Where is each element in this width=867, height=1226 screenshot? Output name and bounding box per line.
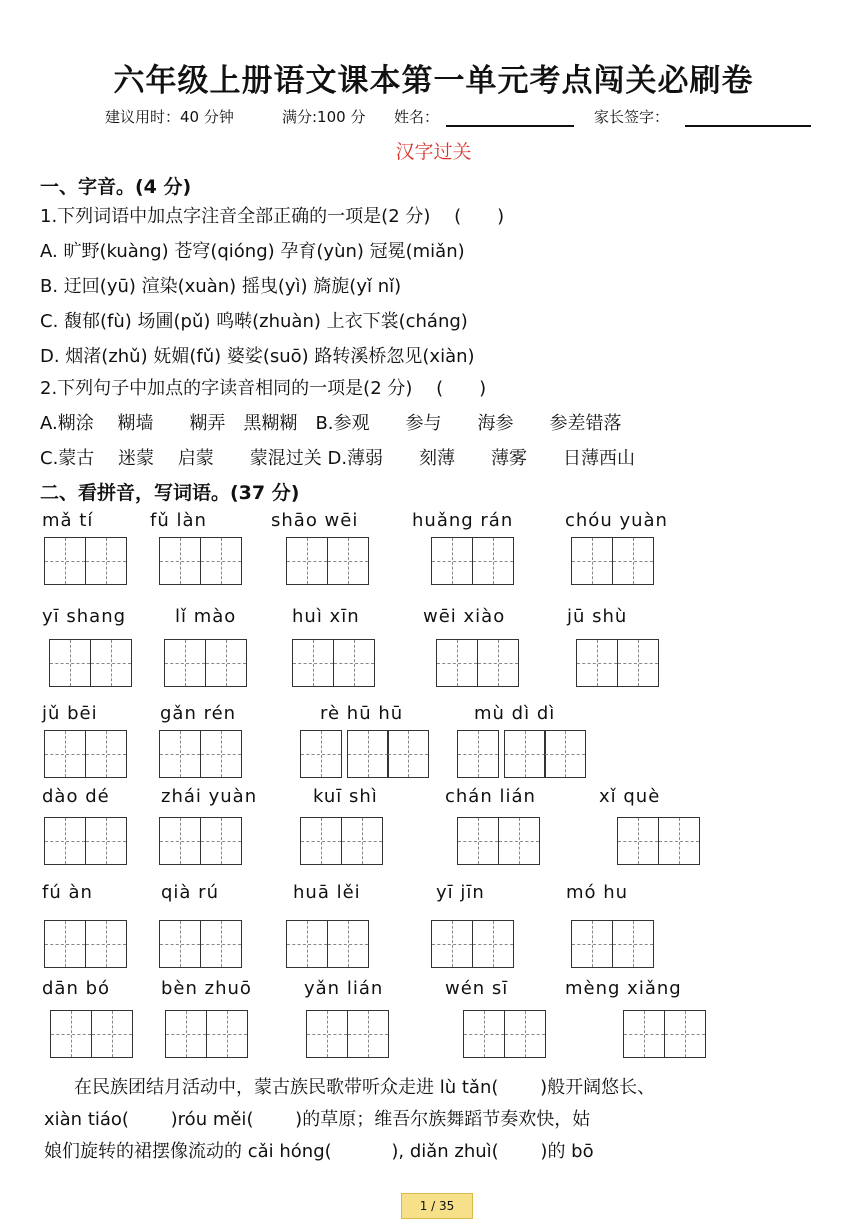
pinyin-label: chóu yuàn	[565, 510, 668, 531]
pinyin-label: huǎng rán	[412, 510, 514, 531]
pinyin-label: wēi xiào	[423, 606, 506, 627]
writing-grid[interactable]	[431, 537, 514, 585]
q2-options-row1: A.糊涂 糊墙 糊弄 黑糊糊 B.参观 参与 海参 参差错落	[40, 413, 622, 434]
pinyin-label: wén sī	[445, 978, 509, 999]
pinyin-label: qià rú	[161, 882, 219, 903]
passage-line: 娘们旋转的裙摆像流动的 cǎi hóng( ), diǎn zhuì( )的 bō	[44, 1141, 594, 1162]
full-score: 满分:100 分	[282, 108, 366, 126]
writing-grid[interactable]	[306, 1010, 389, 1058]
writing-grid[interactable]	[571, 537, 654, 585]
pinyin-label: mó hu	[566, 882, 629, 903]
pinyin-label: gǎn rén	[160, 703, 237, 724]
pinyin-label: yī jīn	[436, 882, 485, 903]
q2-options-row2: C.蒙古 迷蒙 启蒙 蒙混过关 D.薄弱 刻薄 薄雾 日薄西山	[40, 448, 636, 469]
writing-grid[interactable]	[159, 817, 242, 865]
section2-heading: 二、看拼音，写词语。(37 分)	[40, 482, 300, 504]
writing-grid[interactable]	[159, 920, 242, 968]
pinyin-label: yǎn lián	[304, 978, 384, 999]
writing-grid[interactable]	[571, 920, 654, 968]
section1-heading: 一、字音。(4 分)	[40, 176, 192, 198]
suggested-time: 建议用时：40 分钟	[105, 108, 234, 126]
question-1: 1.下列词语中加点字注音全部正确的一项是(2 分) ( )	[40, 206, 505, 227]
writing-grid[interactable]	[576, 639, 659, 687]
writing-grid[interactable]	[164, 639, 247, 687]
writing-grid[interactable]	[44, 730, 127, 778]
writing-grid[interactable]	[44, 817, 127, 865]
writing-grid[interactable]	[431, 920, 514, 968]
q1-option-b: B. 迂回(yū) 渲染(xuàn) 摇曳(yì) 旖旎(yǐ nǐ)	[40, 276, 402, 297]
writing-grid[interactable]	[286, 920, 369, 968]
pinyin-label: jū shù	[567, 606, 628, 627]
pinyin-label: rè hū hū	[320, 703, 404, 724]
name-label: 姓名：	[394, 108, 440, 126]
pinyin-label: xǐ què	[599, 786, 661, 807]
writing-grid[interactable]	[159, 730, 242, 778]
q1-option-d: D. 烟渚(zhǔ) 妩媚(fǔ) 婆娑(suō) 路转溪桥忽见(xiàn)	[40, 346, 475, 367]
section-subtitle: 汉字过关	[395, 141, 472, 163]
writing-grid[interactable]	[300, 817, 383, 865]
pinyin-label: dào dé	[42, 786, 110, 807]
pinyin-label: mù dì dì	[474, 703, 556, 724]
pinyin-label: shāo wēi	[271, 510, 359, 531]
pinyin-label: mèng xiǎng	[565, 978, 682, 999]
pinyin-label: dān bó	[42, 978, 111, 999]
q1-option-a: A. 旷野(kuàng) 苍穹(qióng) 孕育(yùn) 冠冕(miǎn)	[40, 241, 465, 262]
pinyin-label: kuī shì	[313, 786, 378, 807]
writing-grid[interactable]	[617, 817, 700, 865]
writing-grid[interactable]	[286, 537, 369, 585]
writing-grid[interactable]	[165, 1010, 248, 1058]
writing-grid[interactable]	[50, 1010, 133, 1058]
passage-line: 在民族团结月活动中，蒙古族民歌带听众走进 lù tǎn( )般开阔悠长、	[74, 1077, 656, 1098]
writing-grid[interactable]	[457, 817, 540, 865]
pinyin-label: huì xīn	[292, 606, 360, 627]
page-title: 六年级上册语文课本第一单元考点闯关必刷卷	[113, 63, 754, 99]
pinyin-label: yī shang	[42, 606, 127, 627]
pinyin-label: zhái yuàn	[161, 786, 258, 807]
pinyin-label: jǔ bēi	[42, 703, 98, 724]
writing-grid[interactable]	[159, 537, 242, 585]
writing-grid[interactable]	[49, 639, 132, 687]
writing-grid[interactable]	[44, 920, 127, 968]
pinyin-label: bèn zhuō	[161, 978, 252, 999]
pinyin-label: fǔ làn	[150, 510, 207, 531]
question-2: 2.下列句子中加点的字读音相同的一项是(2 分) ( )	[40, 378, 487, 399]
parent-sign-field[interactable]	[685, 108, 811, 127]
writing-grid[interactable]	[623, 1010, 706, 1058]
writing-grid[interactable]	[300, 730, 429, 778]
writing-grid[interactable]	[457, 730, 586, 778]
passage-line: xiàn tiáo( )róu měi( )的草原；维吾尔族舞蹈节奏欢快，姑	[44, 1109, 591, 1130]
pinyin-label: chán lián	[445, 786, 536, 807]
writing-grid[interactable]	[436, 639, 519, 687]
writing-grid[interactable]	[292, 639, 375, 687]
pinyin-label: huā lěi	[293, 882, 361, 903]
parent-sign-label: 家长签字：	[594, 108, 670, 126]
writing-grid[interactable]	[463, 1010, 546, 1058]
pinyin-label: lǐ mào	[175, 606, 237, 627]
name-field[interactable]	[446, 108, 574, 127]
pinyin-label: mǎ tí	[42, 510, 94, 531]
q1-option-c: C. 馥郁(fù) 场圃(pǔ) 鸣啭(zhuàn) 上衣下裳(cháng)	[40, 311, 468, 332]
page-indicator[interactable]: 1 / 35	[401, 1193, 473, 1219]
pinyin-label: fú àn	[42, 882, 93, 903]
writing-grid[interactable]	[44, 537, 127, 585]
